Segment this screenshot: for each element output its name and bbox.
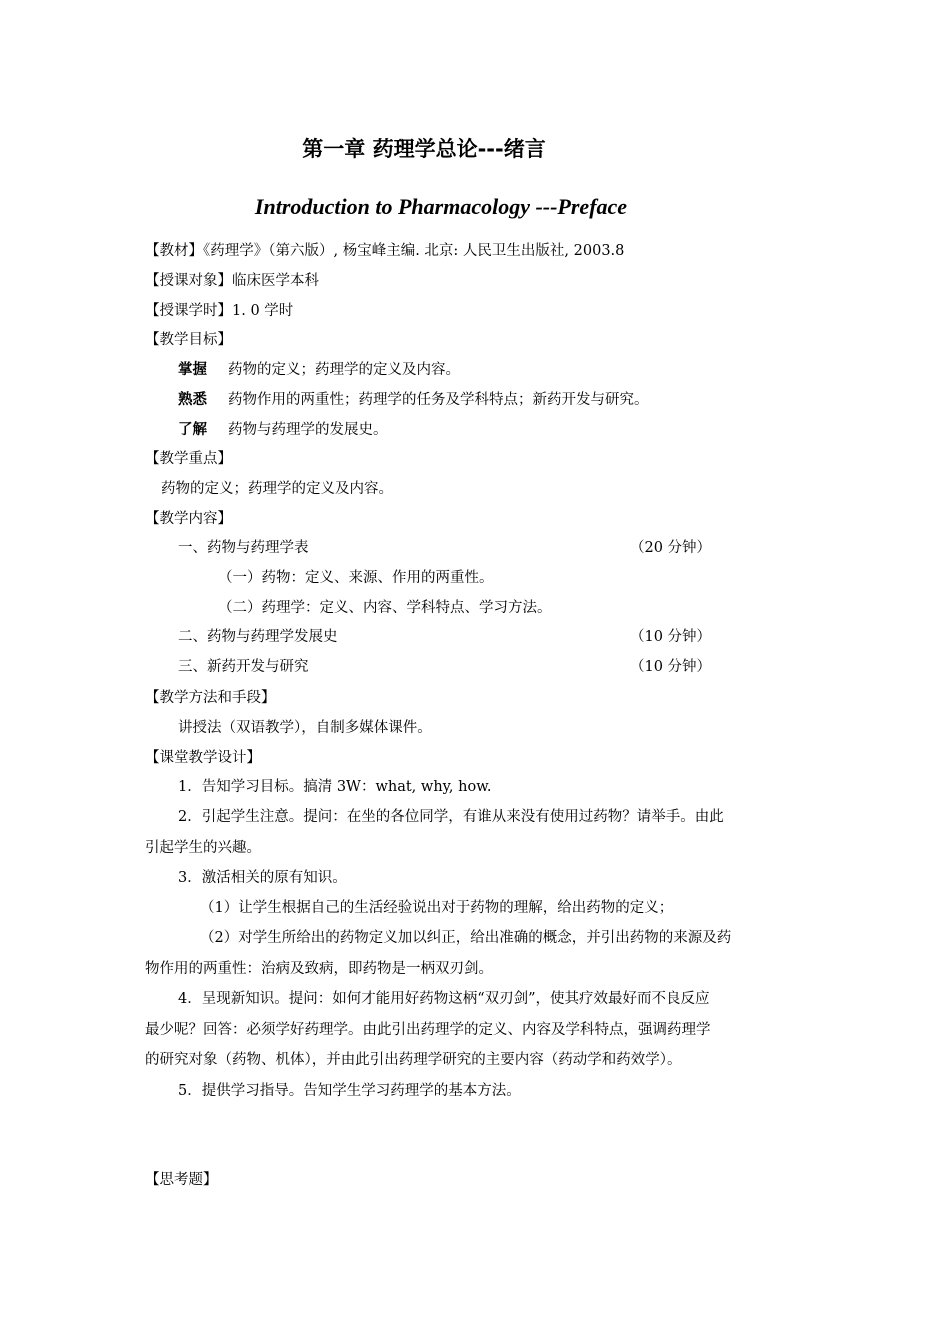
section-time: （10 分钟） <box>630 629 712 645</box>
methods-heading: 【教学方法和手段】 <box>145 690 276 706</box>
design-line: 5．提供学习指导。告知学生学习药理学的基本方法。 <box>178 1083 521 1099</box>
design-line: 引起学生的兴趣。 <box>145 840 261 856</box>
chapter-title: 第一章 药理学总论---绪言 <box>302 137 546 161</box>
design-line: 2．引起学生注意。提问：在坐的各位同学，有谁从来没有使用过药物？请举手。由此 <box>178 809 724 825</box>
section-title: 一、药物与药理学表 <box>178 540 309 556</box>
design-line: 1．告知学习目标。搞清 3W：what, why, how. <box>178 779 492 795</box>
content-section-3 <box>178 656 738 678</box>
hours-line: 【授课学时】1. 0 学时 <box>145 303 294 319</box>
design-line: 最少呢？回答：必须学好药理学。由此引出药理学的定义、内容及学科特点，强调药理学 <box>145 1022 711 1038</box>
section-title: 三、新药开发与研究 <box>178 659 309 675</box>
design-line: （2）对学生所给出的药物定义加以纠正，给出准确的概念，并引出药物的来源及药 <box>200 930 732 946</box>
design-line: 物作用的两重性：治病及致病，即药物是一柄双刃剑。 <box>145 961 493 977</box>
design-line: 3．激活相关的原有知识。 <box>178 870 347 886</box>
objective-master <box>178 359 460 381</box>
content-subsection-1: （一）药物：定义、来源、作用的两重性。 <box>218 570 494 586</box>
objective-understand <box>178 419 388 441</box>
objective-text: 药物作用的两重性；药理学的任务及学科特点；新药开发与研究。 <box>228 392 649 408</box>
methods-text: 讲授法（双语教学），自制多媒体课件。 <box>178 720 432 736</box>
objective-text: 药物与药理学的发展史。 <box>228 422 388 438</box>
design-line: 的研究对象（药物、机体），并由此引出药理学研究的主要内容（药动学和药效学）。 <box>145 1052 682 1068</box>
textbook-line: 【教材】《药理学》（第六版）, 杨宝峰主编. 北京: 人民卫生出版社, 2003.8 <box>145 243 625 259</box>
content-subsection-2: （二）药理学：定义、内容、学科特点、学习方法。 <box>218 600 552 616</box>
objective-label: 掌握 <box>178 362 207 378</box>
objective-familiar <box>178 389 649 411</box>
key-points-text: 药物的定义；药理学的定义及内容。 <box>161 481 393 497</box>
english-title: Introduction to Pharmacology ---Preface <box>254 194 628 219</box>
audience-line: 【授课对象】临床医学本科 <box>145 273 319 289</box>
objective-label: 了解 <box>178 422 207 438</box>
section-time: （20 分钟） <box>630 540 712 556</box>
design-line: 4．呈现新知识。提问：如何才能用好药物这柄“双刃剑”，使其疗效最好而不良反应 <box>178 991 710 1007</box>
design-line: （1）让学生根据自己的生活经验说出对于药物的理解，给出药物的定义； <box>200 900 674 916</box>
content-heading: 【教学内容】 <box>145 511 232 527</box>
content-section-1 <box>178 537 738 559</box>
objective-label: 熟悉 <box>178 392 207 408</box>
content-section-2 <box>178 626 738 648</box>
objectives-heading: 【教学目标】 <box>145 332 232 348</box>
key-points-heading: 【教学重点】 <box>145 451 232 467</box>
section-time: （10 分钟） <box>630 659 712 675</box>
objective-text: 药物的定义；药理学的定义及内容。 <box>228 362 460 378</box>
section-title: 二、药物与药理学发展史 <box>178 629 338 645</box>
questions-heading: 【思考题】 <box>145 1172 218 1188</box>
design-heading: 【课堂教学设计】 <box>145 750 261 766</box>
